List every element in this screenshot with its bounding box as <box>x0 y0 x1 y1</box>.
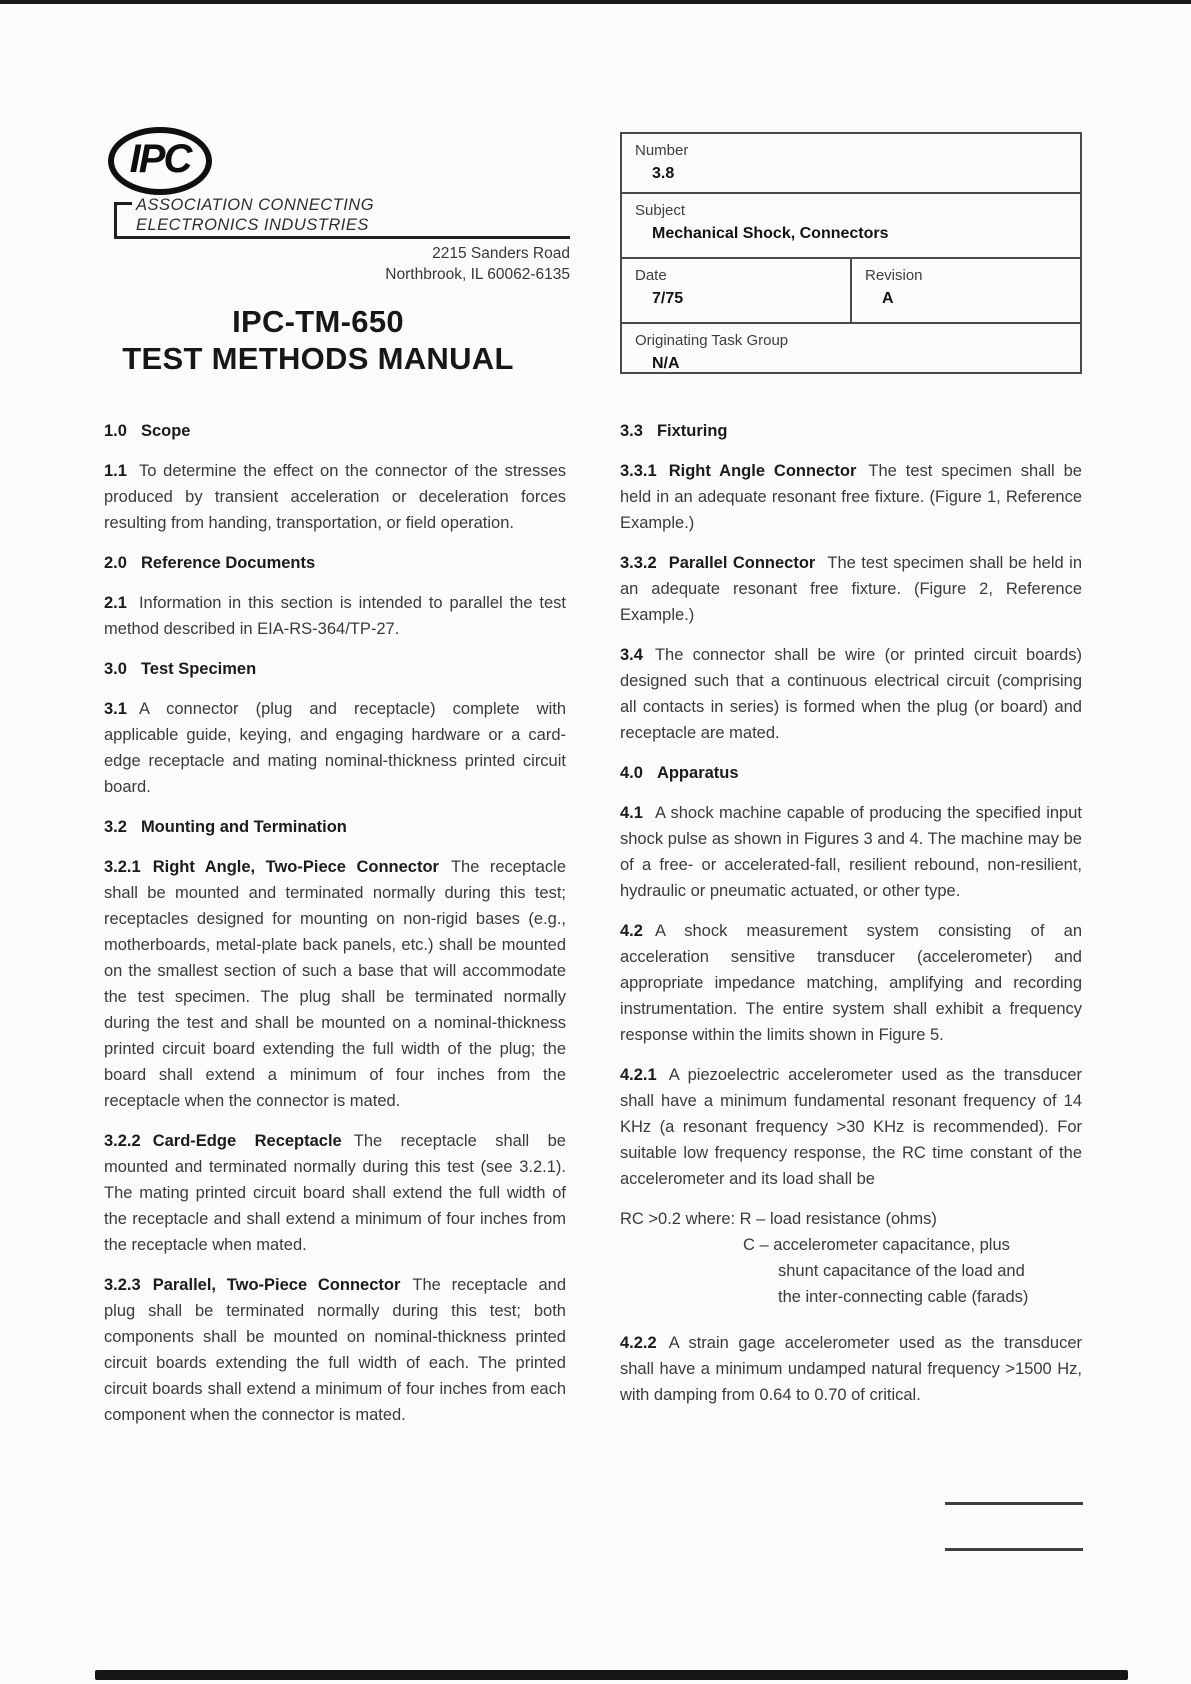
rc-definition <box>620 1206 1082 1310</box>
manual-title <box>98 303 538 377</box>
address <box>300 243 570 285</box>
paragraph <box>104 696 566 800</box>
paragraph-text: The receptacle shall be mounted and terminated normally during this test; receptacles designed for mounting on non-rigid bases (e.g., motherboards, metal-plate back panels, etc.) shall be mounted on the smallest section of such a base that will accommodate the test specimen. The plug shall be terminated normally during the test and shall be mounted on a nominal-thickness printed circuit board extending the full width of the plug; the board shall extend a minimum of four inches from the receptacle when the connector is mated. <box>104 858 566 1110</box>
paragraph-number: 4.1 <box>620 804 643 822</box>
subject-label: Subject <box>635 202 686 219</box>
subject-cell <box>622 192 1080 257</box>
task-group-label: Originating Task Group <box>635 332 789 349</box>
org-name-line1: ASSOCIATION CONNECTING <box>136 196 375 214</box>
paragraph <box>104 1272 566 1428</box>
org-name-line2: ELECTRONICS INDUSTRIES <box>136 216 369 234</box>
section-heading <box>620 418 1082 444</box>
right-column <box>620 418 1082 1422</box>
paragraph-number: 3.2.1 <box>104 858 141 876</box>
org-bracket-mark <box>114 202 132 239</box>
paragraph-number: 1.1 <box>104 462 127 480</box>
paragraph-number: 3.3.2 <box>620 554 657 572</box>
paragraph-text: The receptacle shall be mounted and terminated normally during this test (see 3.2.1). The mating printed circuit board shall extend the full width of the receptacle and shall extend a minimum of four inches from the receptacle when mated. <box>104 1132 566 1254</box>
paragraph <box>104 1128 566 1258</box>
spec-info-table <box>620 132 1082 374</box>
date-revision-row <box>622 257 1080 322</box>
rc-line: C – accelerometer capacitance, plus <box>743 1236 1010 1254</box>
paragraph-number: 3.2.3 <box>104 1276 141 1294</box>
paragraph-number: 4.2.1 <box>620 1066 657 1084</box>
number-cell <box>622 134 1080 192</box>
rc-line: shunt capacitance of the load and <box>778 1262 1025 1280</box>
rc-line: the inter-connecting cable (farads) <box>778 1288 1029 1306</box>
task-group-value: N/A <box>652 355 680 372</box>
heading-title: Apparatus <box>656 764 739 782</box>
paragraph <box>104 590 566 642</box>
subject-value: Mechanical Shock, Connectors <box>652 225 889 242</box>
paragraph-text: A shock measurement system consisting of an acceleration sensitive transducer (accelerometer) and appropriate impedance matching, amplifying and recording instrumentation. The entire system shall exhibit a frequency response within the limits shown in Figure 5. <box>620 922 1082 1044</box>
paragraph-text: The test specimen shall be held in an adequate resonant free fixture. (Figure 2, Reference Example.) <box>620 554 1082 624</box>
heading-title: Mounting and Termination <box>140 818 347 836</box>
paragraph-number: 4.2.2 <box>620 1334 657 1352</box>
paragraph-number: 2.1 <box>104 594 127 612</box>
paragraph-number: 3.2.2 <box>104 1132 141 1150</box>
ipc-logo <box>108 127 212 195</box>
paragraph-text: The connector shall be wire (or printed circuit boards) designed such that a continuous electrical circuit (comprising all contacts in series) is formed when the plug (or board) and receptacle are mated. <box>620 646 1082 742</box>
heading-number: 3.0 <box>104 660 127 678</box>
paragraph-text: A strain gage accelerometer used as the transducer shall have a minimum undamped natural frequency >1500 Hz, with damping from 0.64 to 0.70 of critical. <box>620 1334 1082 1404</box>
paragraph-title: Right Angle, Two-Piece Connector <box>152 858 439 876</box>
heading-number: 2.0 <box>104 554 127 572</box>
scan-top-edge <box>0 0 1191 4</box>
heading-number: 1.0 <box>104 422 127 440</box>
rc-line: RC >0.2 where: R – load resistance (ohms) <box>620 1210 937 1228</box>
heading-number: 3.3 <box>620 422 643 440</box>
revision-value: A <box>882 290 894 307</box>
scan-bottom-bar <box>95 1670 1128 1680</box>
paragraph-title: Right Angle Connector <box>668 462 857 480</box>
paragraph <box>104 854 566 1114</box>
paragraph <box>620 918 1082 1048</box>
address-line2: Northbrook, IL 60062-6135 <box>385 266 570 283</box>
paragraph-title: Card-Edge Receptacle <box>152 1132 342 1150</box>
paragraph-number: 4.2 <box>620 922 643 940</box>
task-group-cell <box>622 322 1080 372</box>
paragraph <box>620 458 1082 536</box>
paragraph-number: 3.3.1 <box>620 462 657 480</box>
number-label: Number <box>635 142 689 159</box>
number-value: 3.8 <box>652 165 675 182</box>
heading-number: 4.0 <box>620 764 643 782</box>
paragraph-title: Parallel, Two-Piece Connector <box>152 1276 401 1294</box>
revision-cell <box>850 259 1080 322</box>
section-heading <box>104 814 566 840</box>
revision-label: Revision <box>865 267 923 284</box>
date-cell <box>622 259 850 322</box>
paragraph-text: The test specimen shall be held in an adequate resonant free fixture. (Figure 1, Reference Example.) <box>620 462 1082 532</box>
paragraph-number: 3.1 <box>104 700 127 718</box>
paragraph <box>620 642 1082 746</box>
heading-number: 3.2 <box>104 818 127 836</box>
date-label: Date <box>635 267 667 284</box>
paragraph <box>620 1330 1082 1408</box>
section-heading <box>104 656 566 682</box>
date-value: 7/75 <box>652 290 684 307</box>
paragraph <box>620 800 1082 904</box>
manual-title-line1: IPC-TM-650 <box>232 304 404 339</box>
paragraph-text: A piezoelectric accelerometer used as the transducer shall have a minimum fundamental resonant frequency of 14 KHz (a resonant frequency >30 KHz is recommended). For suitable low frequency response, the RC time constant of the accelerometer and its load shall be <box>620 1066 1082 1188</box>
paragraph <box>620 1062 1082 1192</box>
paragraph <box>104 458 566 536</box>
ipc-logo-text: IPC <box>129 137 191 181</box>
manual-title-line2: TEST METHODS MANUAL <box>122 341 514 376</box>
section-heading <box>104 550 566 576</box>
footer-line-1 <box>945 1502 1083 1505</box>
paragraph-title: Parallel Connector <box>668 554 816 572</box>
heading-title: Scope <box>140 422 191 440</box>
section-heading <box>104 418 566 444</box>
footer-line-2 <box>945 1548 1083 1551</box>
paragraph-text: Information in this section is intended to parallel the test method described in EIA-RS-364/TP-27. <box>104 594 566 638</box>
address-line1: 2215 Sanders Road <box>432 245 570 262</box>
heading-title: Fixturing <box>656 422 728 440</box>
org-name <box>136 195 374 235</box>
paragraph-text: A connector (plug and receptacle) complete with applicable guide, keying, and engaging hardware or a card- edge receptacle and mating nominal-thickness printed circuit board. <box>104 700 566 796</box>
header-rule <box>114 236 570 239</box>
section-heading <box>620 760 1082 786</box>
paragraph-text: To determine the effect on the connector of the stresses produced by transient acceleration or deceleration forces resulting from handing, transportation, or field operation. <box>104 462 566 532</box>
paragraph-text: A shock machine capable of producing the specified input shock pulse as shown in Figures 3 and 4. The machine may be of a free- or accelerated-fall, resilient rebound, non-resilient, hydraulic or pneumatic actuated, or other type. <box>620 804 1082 900</box>
heading-title: Test Specimen <box>140 660 257 678</box>
paragraph <box>620 550 1082 628</box>
paragraph-text: The receptacle and plug shall be terminated normally during this test; both components shall be mounted on nominal-thickness printed circuit boards extending the full width of each. The printed circuit boards shall extend a minimum of four inches from each component when the connector is mated. <box>104 1276 566 1424</box>
paragraph-number: 3.4 <box>620 646 643 664</box>
heading-title: Reference Documents <box>140 554 316 572</box>
left-column <box>104 418 566 1442</box>
